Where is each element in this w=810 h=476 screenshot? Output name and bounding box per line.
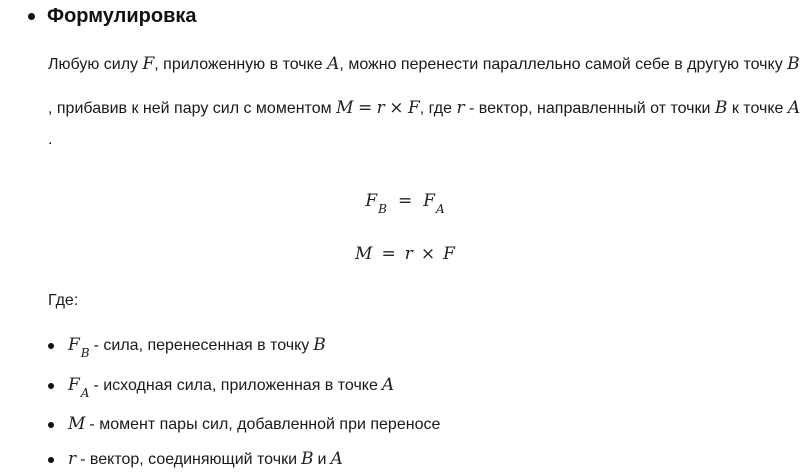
definition-text: - сила, перенесенная в точку (93, 337, 310, 354)
symbol-B: B (313, 335, 326, 355)
list-item (48, 413, 440, 436)
symbol-r: r (376, 98, 385, 118)
statement-text: - вектор, направленный от точки (469, 100, 711, 117)
where-label: Где: (48, 292, 79, 309)
symbol-equals: = (381, 244, 396, 264)
bullet-icon (48, 422, 54, 428)
symbol-B: B (301, 449, 314, 469)
definition-text: - момент пары сил, добавленной при переносе (89, 416, 441, 433)
symbol-B: B (787, 54, 800, 74)
symbol-r: r (456, 98, 465, 118)
symbol-A: A (330, 449, 343, 469)
statement-text: , где (419, 100, 452, 117)
symbol-equals: = (357, 98, 373, 118)
symbol-F: F (68, 375, 80, 395)
definition-text: - исходная сила, приложенная в точке (93, 377, 378, 394)
symbol-r: r (404, 244, 413, 264)
bullet-icon (28, 13, 35, 20)
section-heading (28, 2, 197, 30)
symbol-F: F (142, 54, 155, 74)
subscript-A: A (436, 202, 445, 216)
symbol-r: r (68, 449, 77, 469)
conjunction-text: и (317, 451, 327, 468)
symbol-A: A (327, 54, 340, 74)
symbol-F: F (443, 244, 455, 264)
list-item (48, 448, 343, 471)
symbol-times: × (420, 244, 436, 264)
definition-text: - вектор, соединяющий точки (80, 451, 297, 468)
subscript-A: A (80, 386, 90, 400)
formula-force-equality (0, 188, 810, 214)
statement-text: , можно перенести параллельно самой себе в другую точку (339, 56, 783, 73)
statement-line-3 (48, 129, 52, 151)
symbol-A: A (381, 375, 395, 395)
list-item (48, 374, 395, 400)
subscript-B: B (80, 346, 90, 360)
symbol-F: F (365, 191, 378, 211)
symbol-F: F (423, 191, 436, 211)
symbol-F: F (68, 335, 80, 355)
statement-text: , приложенную в точке (154, 56, 323, 73)
symbol-A: A (787, 98, 801, 118)
statement-text: к точке (731, 100, 784, 117)
statement-period: . (48, 131, 53, 148)
symbol-M: M (68, 414, 86, 434)
subscript-B: B (378, 202, 387, 216)
symbol-times: × (389, 98, 404, 118)
section-title: Формулировка (47, 5, 197, 27)
symbol-B: B (714, 98, 728, 118)
symbol-equals: = (397, 191, 413, 211)
statement-text: , прибавив к ней пару сил с моментом (48, 100, 332, 117)
symbol-M: M (336, 98, 354, 118)
list-item (48, 334, 326, 360)
bullet-icon (48, 343, 54, 349)
bullet-icon (48, 383, 54, 389)
symbol-F: F (407, 98, 420, 118)
statement-line-1 (48, 53, 800, 76)
bullet-icon (48, 457, 54, 463)
symbol-M: M (355, 244, 373, 264)
statement-line-2 (48, 97, 800, 120)
statement-text: Любую силу (48, 56, 139, 73)
formula-moment (0, 241, 810, 266)
